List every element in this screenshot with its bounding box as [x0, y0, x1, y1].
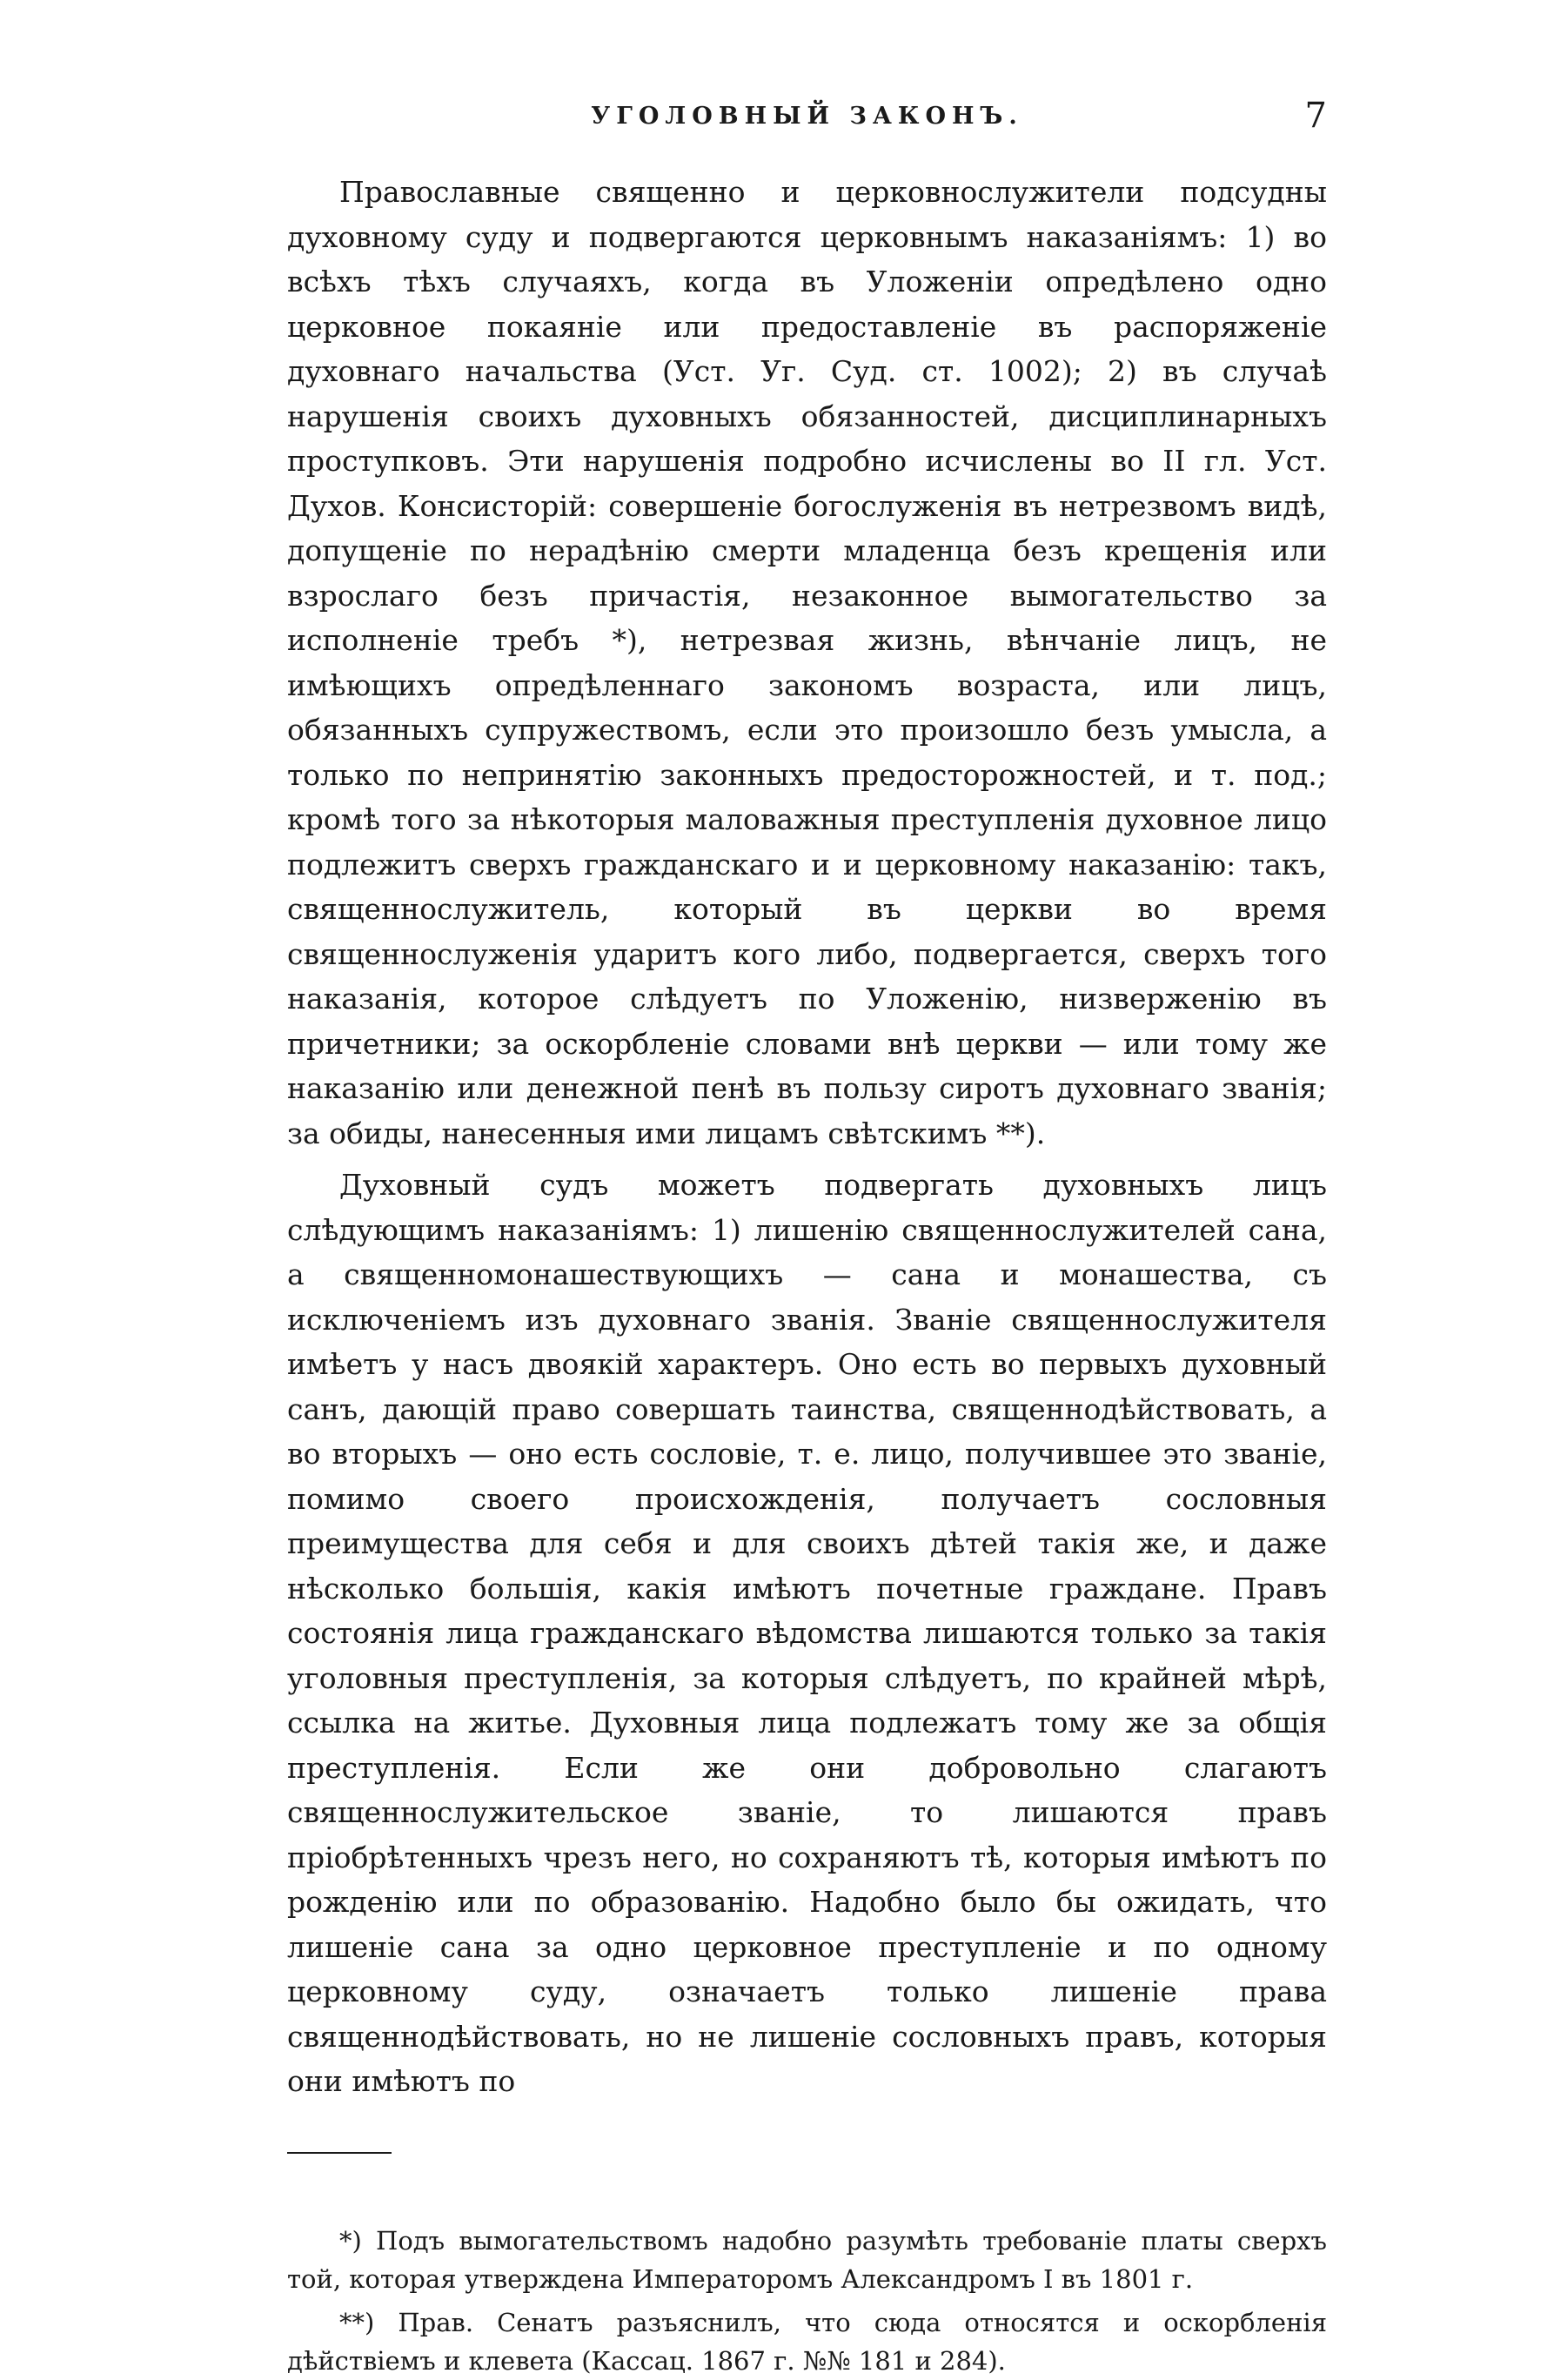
page-number: 7: [1304, 96, 1327, 136]
paragraph-2: Духовный судъ можетъ подвергать духовныхъ лицъ слѣдующимъ наказаніямъ: 1) лишенію священнослужителей сана, а священномонашествующихъ — сана и монашества, съ исключеніемъ изъ духовнаго званія. Званіе священнослужителя имѣетъ у насъ двоякій характеръ. Оно есть во первыхъ духовный санъ, дающій право совершать таинства, священнодѣйствовать, а во вторыхъ — оно есть сословіе, т. е. лицо, получившее это званіе, помимо своего происхожденія, получаетъ сословныя преимущества для себя и для своихъ дѣтей такія же, и даже нѣсколько большія, какія имѣютъ почетные граждане. Правъ состоянія лица гражданскаго вѣдомства лишаются только за такія уголовныя преступленія, за которыя слѣдуетъ, по крайней мѣрѣ, ссылка на житье. Духовныя лица подлежатъ тому же за общія преступленія. Если же они добровольно слагаютъ священнослужительское званіе, то лишаются правъ пріобрѣтенныхъ чрезъ него, но сохраняютъ тѣ, которыя имѣютъ по рожденію или по образованію. Надобно было бы ожидать, что лишеніе сана за одно церковное преступленіе и по одному церковному суду, означаетъ только лишеніе права священнодѣйствовать, но не лишеніе сословныхъ правъ, которыя они имѣютъ по: [287, 1168, 1327, 2098]
paragraph-1: Православные священно и церковнослужители подсудны духовному суду и подвергаются церковнымъ наказаніямъ: 1) во всѣхъ тѣхъ случаяхъ, когда въ Уложеніи опредѣлено одно церковное покаяніе или предоставленіе въ распоряженіе духовнаго начальства (Уст. Уг. Суд. ст. 1002); 2) въ случаѣ нарушенія своихъ духовныхъ обязанностей, дисциплинарныхъ проступковъ. Эти нарушенія подробно исчислены во II гл. Уст. Духов. Консисторій: совершеніе богослуженія въ нетрезвомъ видѣ, допущеніе по нерадѣнію смерти младенца безъ крещенія или взрослаго безъ причастія, незаконное вымогательство за исполненіе требъ *), нетрезвая жизнь, вѣнчаніе лицъ, не имѣющихъ опредѣленнаго закономъ возраста, или лицъ, обязанныхъ супружествомъ, если это произошло безъ умысла, а только по непринятію законныхъ предосторожностей, и т. под.; кромѣ того за нѣкоторыя маловажныя преступленія духовное лицо подлежитъ сверхъ гражданскаго и и церковному наказанію: такъ, священнослужитель, который въ церкви во время священнослуженія ударитъ кого либо, подвергается, сверхъ того наказанія, которое слѣдуетъ по Уложенію, низверженію въ причетники; за оскорбленіе словами внѣ церкви — или тому же наказанію или денежной пенѣ въ пользу сиротъ духовнаго званія; за обиды, нанесенныя ими лицамъ свѣтскимъ **).: [287, 175, 1327, 1150]
footnote-divider: [287, 2152, 392, 2154]
book-page: [287, 96, 1327, 2376]
running-title: УГОЛОВНЫЙ ЗАКОНЪ.: [591, 103, 1023, 130]
footnotes: [287, 2222, 1327, 2380]
running-head: [287, 96, 1327, 148]
body-text: [287, 170, 1327, 2104]
footnote-2: **) Прав. Сенатъ разъяснилъ, что сюда относятся и оскорбленія дѣйствіемъ и клевета (Кассац. 1867 г. №№ 181 и 284).: [287, 2307, 1327, 2376]
footnote-1: *) Подъ вымогательствомъ надобно разумѣть требованіе платы сверхъ той, которая утверждена Императоромъ Александромъ I въ 1801 г.: [287, 2225, 1327, 2294]
